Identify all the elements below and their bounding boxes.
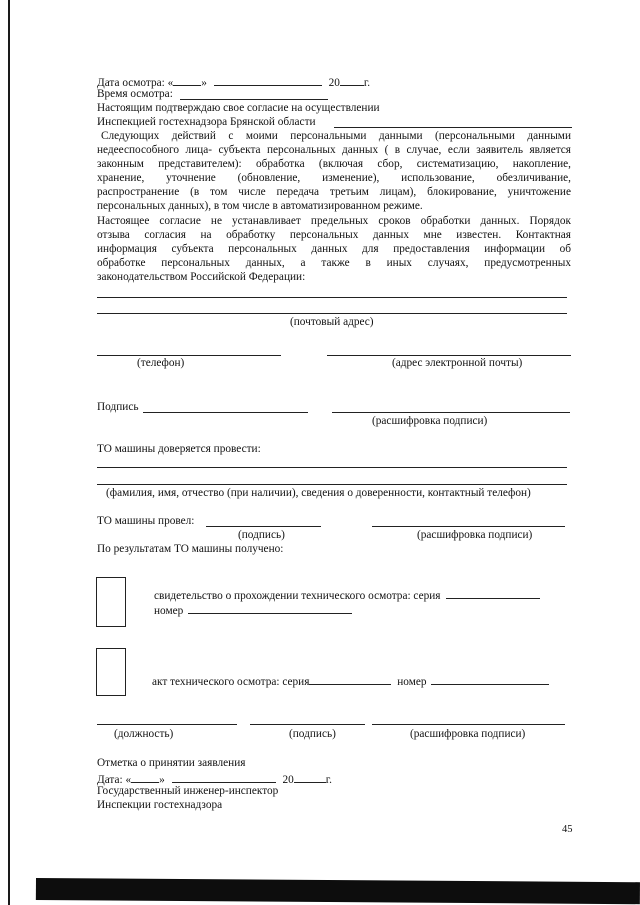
acceptance-day-field[interactable] <box>131 771 159 783</box>
certificate-series-label: свидетельство о прохождении технического осмотра: серия <box>154 590 441 602</box>
signature-decoding-caption: (расшифровка подписи) <box>372 415 488 427</box>
acceptance-date-mid: » <box>159 774 165 786</box>
certificate-series-field[interactable] <box>446 587 540 599</box>
result-label: По результатам ТО машины получено: <box>97 543 284 555</box>
inspection-date-prefix: Дата осмотра: « <box>97 77 174 89</box>
performed-signature-caption: (подпись) <box>238 529 285 541</box>
paragraph2-last-line: законодательством Российской Федерации: <box>97 271 306 283</box>
inspection-date-suffix: г. <box>363 77 371 89</box>
paragraph1-line: хранение, уточнение (обновление, изменение), использование, обезличивание, <box>97 172 571 184</box>
performed-decoding-field[interactable] <box>372 526 565 527</box>
position-field[interactable] <box>97 724 237 725</box>
trusted-field-1[interactable] <box>97 467 567 468</box>
email-caption: (адрес электронной почты) <box>392 357 523 369</box>
inspection-time-field[interactable] <box>180 99 328 100</box>
performed-label: ТО машины провел: <box>97 515 195 527</box>
scan-bottom-edge <box>36 878 640 904</box>
signature-field[interactable] <box>143 412 308 413</box>
consent-blank-field[interactable] <box>334 127 572 128</box>
act-checkbox[interactable] <box>96 648 126 696</box>
email-field[interactable] <box>327 355 571 356</box>
acceptance-date-year: 20 <box>282 774 294 786</box>
paragraph1-line: распространение (в том числе передача третьим лицам), блокирование, уничтожение <box>97 186 571 198</box>
performed-signature-field[interactable] <box>206 526 321 527</box>
bottom-decoding-field[interactable] <box>372 724 565 725</box>
phone-caption: (телефон) <box>137 357 185 369</box>
signature-label: Подпись <box>97 401 139 413</box>
trusted-caption: (фамилия, имя, отчество (при наличии), сведения о доверенности, контактный телефон) <box>106 487 531 499</box>
inspection-time-label: Время осмотра: <box>97 88 173 100</box>
inspection-date-mid: » <box>201 77 207 89</box>
certificate-checkbox[interactable] <box>96 577 126 627</box>
bottom-signature-caption: (подпись) <box>289 728 336 740</box>
paragraph2-line: отзыва согласия на обработку персональных данных мне известен. Контактная <box>97 229 571 241</box>
acceptance-month-field[interactable] <box>172 771 276 783</box>
signature-decoding-field[interactable] <box>332 412 570 413</box>
act-series-field[interactable] <box>309 673 391 685</box>
position-caption: (должность) <box>114 728 174 740</box>
paragraph2-line: обработке персональных данных, а также в иных случаях, предусмотренных <box>97 257 571 269</box>
inspection-month-field[interactable] <box>214 74 322 86</box>
postal-address-field-2[interactable] <box>97 313 567 314</box>
paragraph2-line: Настоящее согласие не устанавливает предельных сроков обработки данных. Порядок <box>97 215 571 227</box>
act-number-field[interactable] <box>431 673 549 685</box>
acceptance-date-prefix: Дата: « <box>97 774 132 786</box>
consent-line-2: Инспекцией гостехнадзора Брянской области <box>97 116 316 128</box>
bottom-signature-field[interactable] <box>250 724 365 725</box>
paragraph1-line: недееспособного лица- субъекта персональных данных ( в случае, если заявитель является <box>97 144 571 156</box>
inspector-line-2: Инспекции гостехнадзора <box>97 799 223 811</box>
acceptance-year-field[interactable] <box>294 771 326 783</box>
consent-line-1: Настоящим подтверждаю свое согласие на осуществлении <box>97 102 380 114</box>
certificate-number-label: номер <box>154 605 184 617</box>
acceptance-date-suffix: г. <box>325 774 332 786</box>
postal-address-field-1[interactable] <box>97 297 567 298</box>
certificate-number-field[interactable] <box>188 602 352 614</box>
inspection-date-year: 20 <box>328 77 340 89</box>
act-line <box>152 673 549 690</box>
act-series-label: акт технического осмотра: серия <box>152 676 310 688</box>
acceptance-title: Отметка о принятии заявления <box>97 757 246 769</box>
paragraph1-line: законным представителем): обработка (включая сбор, систематизацию, накопление, <box>97 158 571 170</box>
inspector-line-1: Государственный инженер-инспектор <box>97 785 279 797</box>
page-number: 45 <box>562 824 573 835</box>
act-number-label: номер <box>397 676 427 688</box>
trusted-field-2[interactable] <box>97 484 567 485</box>
certificate-number-line <box>154 602 352 619</box>
inspection-year-field[interactable] <box>340 74 364 86</box>
phone-field[interactable] <box>97 355 281 356</box>
inspection-day-field[interactable] <box>173 74 201 86</box>
paragraph2-line: информация субъекта персональных данных для предоставления информации об <box>97 243 571 255</box>
bottom-decoding-caption: (расшифровка подписи) <box>410 728 526 740</box>
trusted-label: ТО машины доверяется провести: <box>97 443 261 455</box>
postal-address-caption: (почтовый адрес) <box>290 316 374 328</box>
performed-decoding-caption: (расшифровка подписи) <box>417 529 533 541</box>
scan-left-edge <box>8 0 10 905</box>
paragraph1-last-line: персональных данных), в том числе в автоматизированном режиме. <box>97 200 423 212</box>
paragraph1-line: Следующих действий с моими персональными данными (персональными данными <box>101 130 571 142</box>
